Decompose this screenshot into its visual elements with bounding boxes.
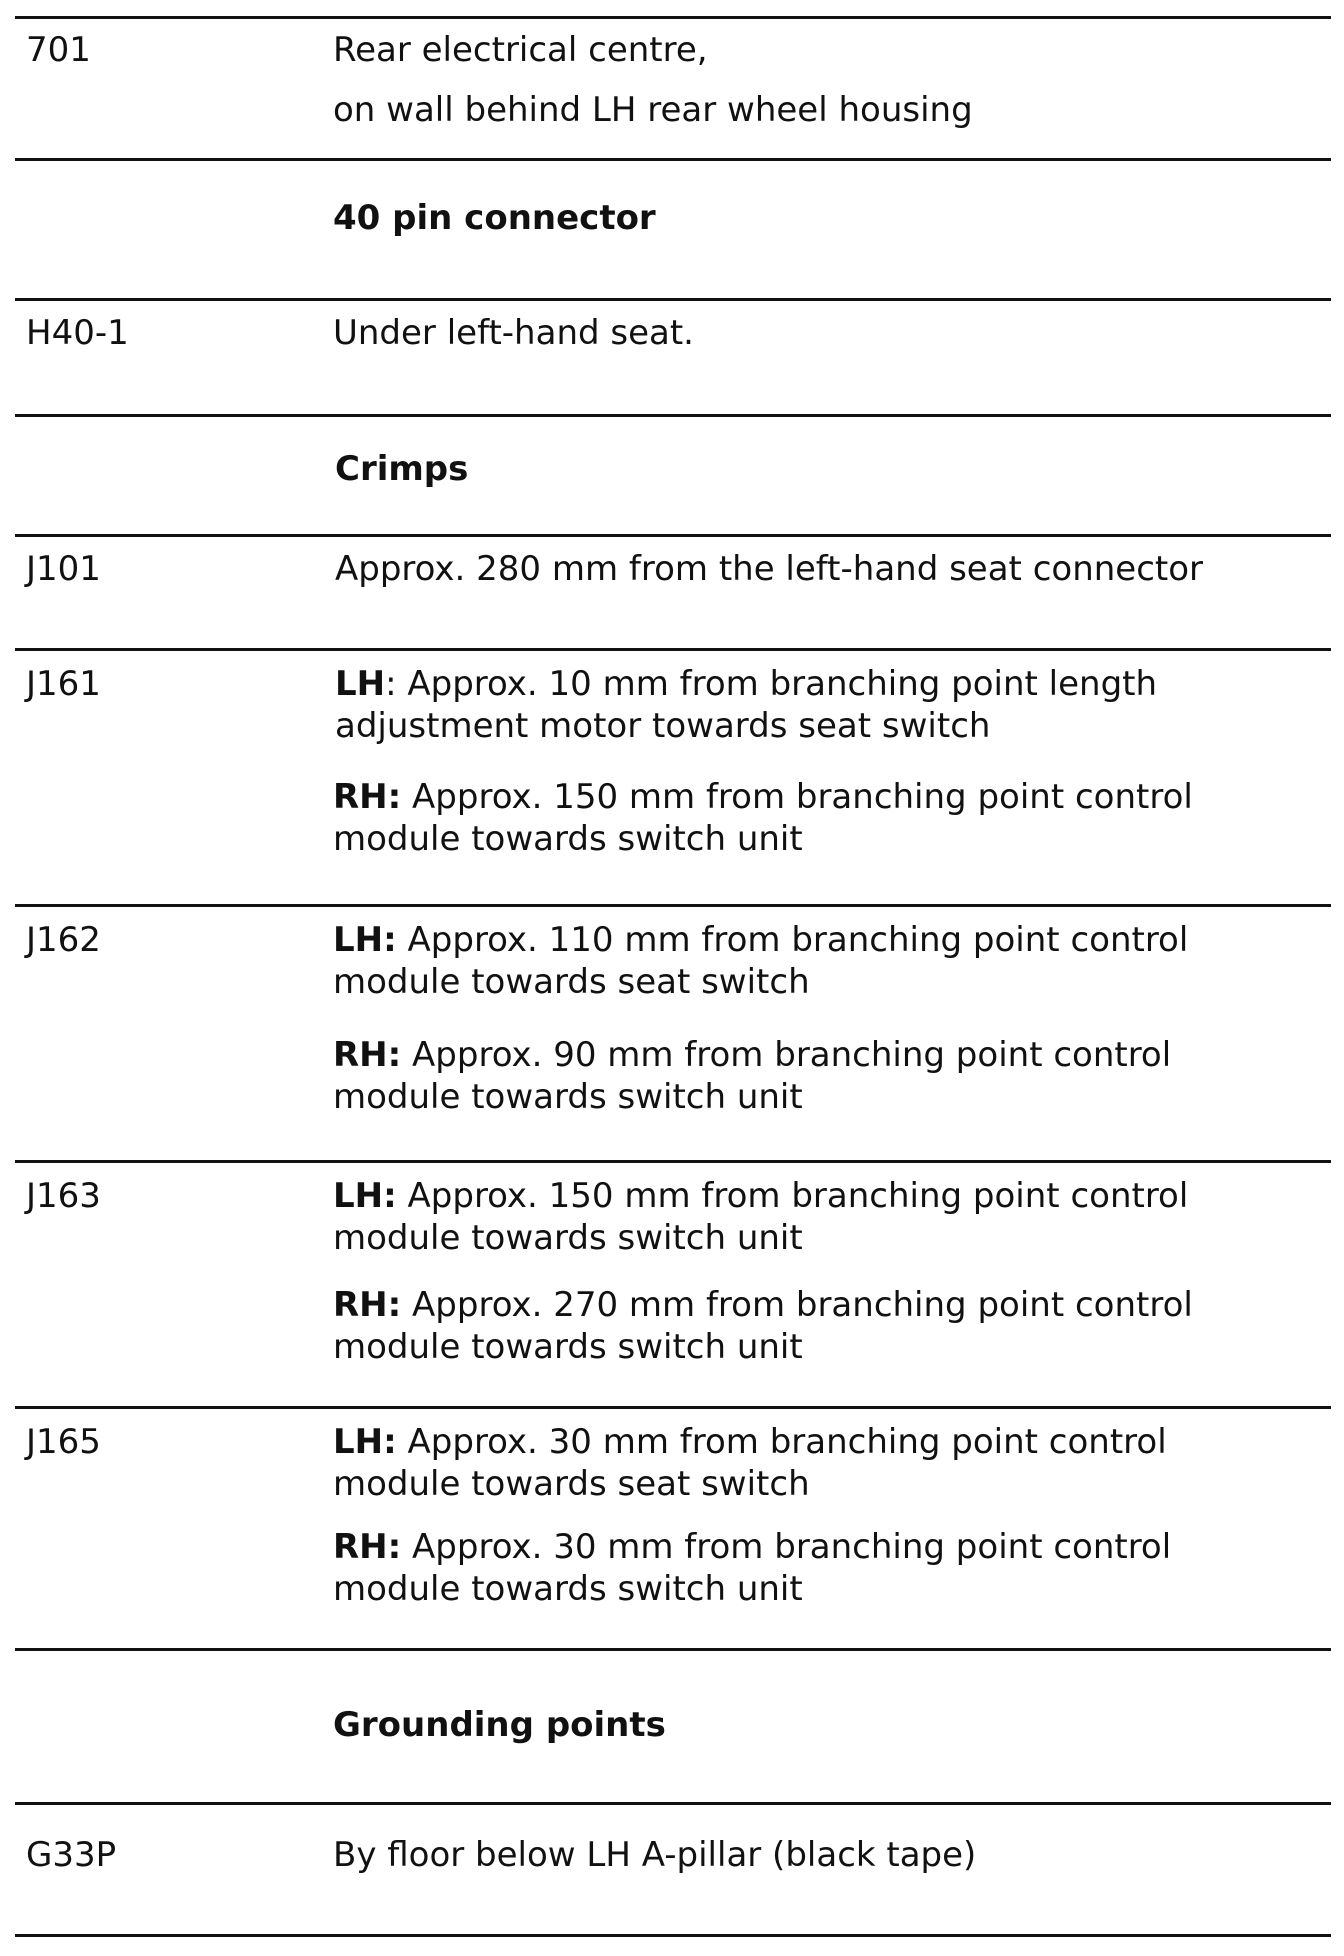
table-rule	[15, 534, 1331, 537]
rh-description	[333, 1526, 1171, 1568]
row-code: J101	[26, 549, 101, 589]
row-code: J165	[26, 1422, 101, 1462]
lh-description-continued: adjustment motor towards seat switch	[335, 706, 991, 746]
lh-description-continued: module towards seat switch	[333, 1464, 810, 1504]
lh-text: : Approx. 10 mm from branching point length	[385, 664, 1158, 704]
table-rule	[15, 158, 1331, 161]
row-code: 701	[26, 30, 91, 70]
rh-text: Approx. 150 mm from branching point control	[401, 777, 1193, 817]
section-heading: Grounding points	[333, 1705, 666, 1745]
rh-description-continued: module towards switch unit	[333, 1327, 803, 1367]
row-code: G33P	[26, 1835, 117, 1875]
lh-description-continued: module towards seat switch	[333, 962, 810, 1002]
table-rule	[15, 1934, 1331, 1937]
row-description-line: on wall behind LH rear wheel housing	[333, 90, 973, 130]
rh-label: RH:	[333, 1527, 402, 1567]
lh-label: LH	[335, 664, 386, 704]
lh-label: LH:	[333, 1422, 397, 1462]
lh-label: LH:	[333, 920, 397, 960]
table-rule	[15, 1160, 1331, 1163]
section-heading: 40 pin connector	[333, 198, 656, 238]
row-code: H40-1	[26, 313, 129, 353]
rh-label: RH:	[333, 1035, 402, 1075]
lh-description	[333, 919, 1188, 961]
row-description-line: By floor below LH A-pillar (black tape)	[333, 1835, 977, 1875]
rh-description-continued: module towards switch unit	[333, 819, 803, 859]
rh-text: Approx. 270 mm from branching point control	[401, 1285, 1193, 1325]
rh-description-continued: module towards switch unit	[333, 1077, 803, 1117]
row-code: J162	[26, 920, 101, 960]
lh-label: LH:	[333, 1176, 397, 1216]
rh-description	[333, 1034, 1171, 1076]
table-rule	[15, 904, 1331, 907]
lh-description	[333, 1175, 1188, 1217]
table-rule	[15, 16, 1331, 19]
table-rule	[15, 298, 1331, 301]
table-rule	[15, 648, 1331, 651]
rh-text: Approx. 90 mm from branching point control	[401, 1035, 1172, 1075]
section-heading: Crimps	[335, 449, 469, 489]
table-rule	[15, 1802, 1331, 1805]
rh-description	[333, 776, 1193, 818]
row-description-line: Under left-hand seat.	[333, 313, 694, 353]
table-rule	[15, 414, 1331, 417]
rh-description	[333, 1284, 1193, 1326]
row-description-line: Rear electrical centre,	[333, 30, 708, 70]
row-code: J163	[26, 1176, 101, 1216]
rh-description-continued: module towards switch unit	[333, 1569, 803, 1609]
lh-text: Approx. 150 mm from branching point control	[396, 1176, 1189, 1216]
rh-text: Approx. 30 mm from branching point control	[401, 1527, 1172, 1567]
lh-description	[335, 663, 1157, 705]
rh-label: RH:	[333, 777, 402, 817]
row-description-line: Approx. 280 mm from the left-hand seat connector	[335, 549, 1204, 589]
lh-text: Approx. 30 mm from branching point control	[396, 1422, 1167, 1462]
table-rule	[15, 1406, 1331, 1409]
lh-text: Approx. 110 mm from branching point control	[396, 920, 1189, 960]
table-rule	[15, 1648, 1331, 1651]
lh-description	[333, 1421, 1167, 1463]
rh-label: RH:	[333, 1285, 402, 1325]
lh-description-continued: module towards switch unit	[333, 1218, 803, 1258]
row-code: J161	[26, 664, 101, 704]
